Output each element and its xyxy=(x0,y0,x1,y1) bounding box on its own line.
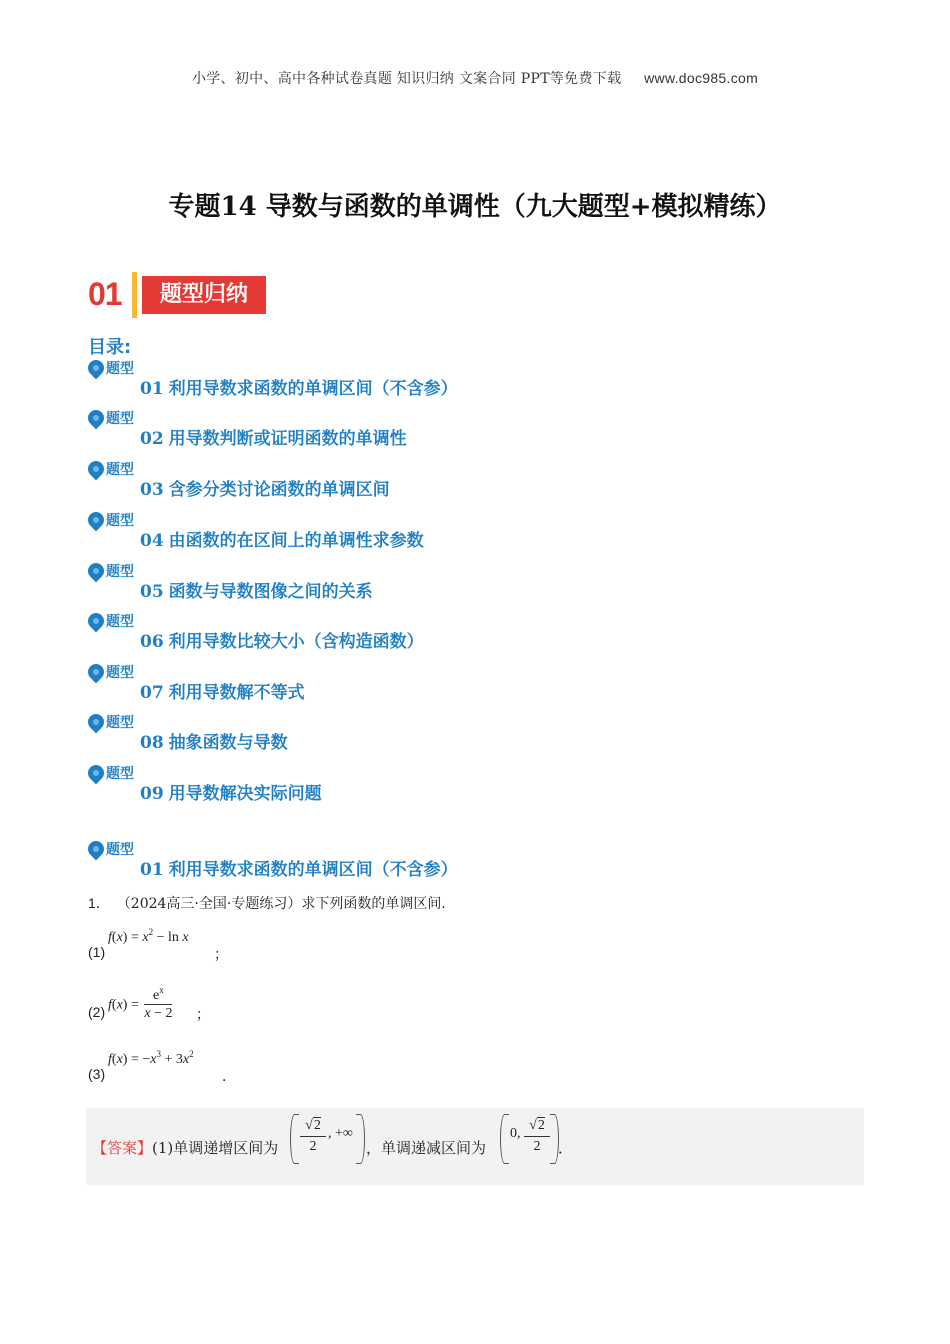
current-type-heading xyxy=(88,841,688,891)
punctuation: ． xyxy=(222,1069,236,1085)
toc-item[interactable] xyxy=(88,410,688,460)
problem-text: （2024高三·全国·专题练习）求下列函数的单调区间． xyxy=(123,896,456,912)
answer-end: ． xyxy=(558,1139,574,1157)
location-pin-icon xyxy=(85,762,108,785)
type-tag: 题型 xyxy=(106,665,134,681)
decreasing-interval: 0, $\frac{√2}{2}$ xyxy=(500,1114,558,1164)
toc-item[interactable] xyxy=(88,563,688,613)
formula: f(x) = $\frac{e^x}{x - 2}$ xyxy=(108,985,173,1021)
toc-item-label: 03 含参分类讨论函数的单调区间 xyxy=(140,480,390,500)
location-pin-icon xyxy=(85,458,108,481)
toc-item-label: 08 抽象函数与导数 xyxy=(140,733,288,753)
page-title: 专题14 导数与函数的单调性（九大题型+模拟精练） xyxy=(168,192,782,222)
toc-item-label: 02 用导数判断或证明函数的单调性 xyxy=(140,429,407,449)
sub-label: (1) xyxy=(88,944,106,960)
problem-number: 1． xyxy=(88,895,110,911)
section-number: 01 xyxy=(88,276,122,312)
location-pin-icon xyxy=(85,711,108,734)
sub-label: (3) xyxy=(88,1066,106,1082)
site-header xyxy=(0,68,950,88)
sub-question-2 xyxy=(88,985,388,1028)
toc-item[interactable] xyxy=(88,714,688,764)
header-url[interactable]: www.doc985.com xyxy=(644,70,759,86)
toc-item-label: 05 函数与导数图像之间的关系 xyxy=(140,582,373,602)
punctuation: ； xyxy=(196,1007,210,1023)
answer-part1: (1)单调递增区间为 xyxy=(152,1139,279,1157)
toc-item-label: 04 由函数的在区间上的单调性求参数 xyxy=(140,531,424,551)
type-tag: 题型 xyxy=(106,411,134,427)
toc-item-label: 09 用导数解决实际问题 xyxy=(140,784,322,804)
type-tag: 题型 xyxy=(106,715,134,731)
toc-item-label: 07 利用导数解不等式 xyxy=(140,683,305,703)
type-tag: 题型 xyxy=(106,564,134,580)
location-pin-icon xyxy=(85,560,108,583)
location-pin-icon xyxy=(85,610,108,633)
location-pin-icon xyxy=(85,661,108,684)
type-tag: 题型 xyxy=(106,842,134,858)
toc-item[interactable] xyxy=(88,765,688,815)
sub-question-1 xyxy=(88,928,388,968)
toc-item-label: 06 利用导数比较大小（含构造函数） xyxy=(140,632,424,652)
punctuation: ； xyxy=(214,947,228,963)
sub-question-3 xyxy=(88,1050,388,1090)
formula: $f(x) = -x^3 + 3x^2$ xyxy=(108,1049,194,1067)
location-pin-icon xyxy=(85,357,108,380)
type-tag: 题型 xyxy=(106,361,134,377)
right-paren xyxy=(356,1114,365,1164)
section-divider xyxy=(132,272,137,318)
increasing-interval: $\frac{√2}{2}$ , +∞ xyxy=(290,1114,362,1164)
current-type-label: 01 利用导数求函数的单调区间（不含参） xyxy=(140,860,458,880)
location-pin-icon xyxy=(85,407,108,430)
section-label: 题型归纳 xyxy=(142,276,266,314)
formula: $f(x) = x^2 - \ln x$ xyxy=(108,927,189,945)
header-text: 小学、初中、高中各种试卷真题 知识归纳 文案合同 PPT等免费下载 xyxy=(191,71,622,87)
toc-item[interactable] xyxy=(88,461,688,511)
toc-label: 目录: xyxy=(88,337,132,358)
answer-box xyxy=(86,1108,864,1185)
answer-tag: 【答案】 xyxy=(92,1139,153,1157)
type-tag: 题型 xyxy=(106,614,134,630)
type-tag: 题型 xyxy=(106,766,134,782)
location-pin-icon xyxy=(85,509,108,532)
toc-item[interactable] xyxy=(88,664,688,714)
fraction: $\frac{√2}{2}$ xyxy=(300,1116,326,1157)
answer-part2: ，单调递减区间为 xyxy=(366,1139,487,1157)
type-tag: 题型 xyxy=(106,462,134,478)
sub-label: (2) xyxy=(88,1004,106,1020)
problem-statement xyxy=(88,893,455,913)
toc-item[interactable] xyxy=(88,613,688,663)
toc-item[interactable] xyxy=(88,512,688,562)
left-paren xyxy=(500,1114,509,1164)
toc-item[interactable] xyxy=(88,360,688,410)
toc-item-label: 01 利用导数求函数的单调区间（不含参） xyxy=(140,379,458,399)
location-pin-icon xyxy=(85,838,108,861)
fraction: $\frac{√2}{2}$ xyxy=(524,1116,550,1157)
type-tag: 题型 xyxy=(106,513,134,529)
left-paren xyxy=(290,1114,299,1164)
